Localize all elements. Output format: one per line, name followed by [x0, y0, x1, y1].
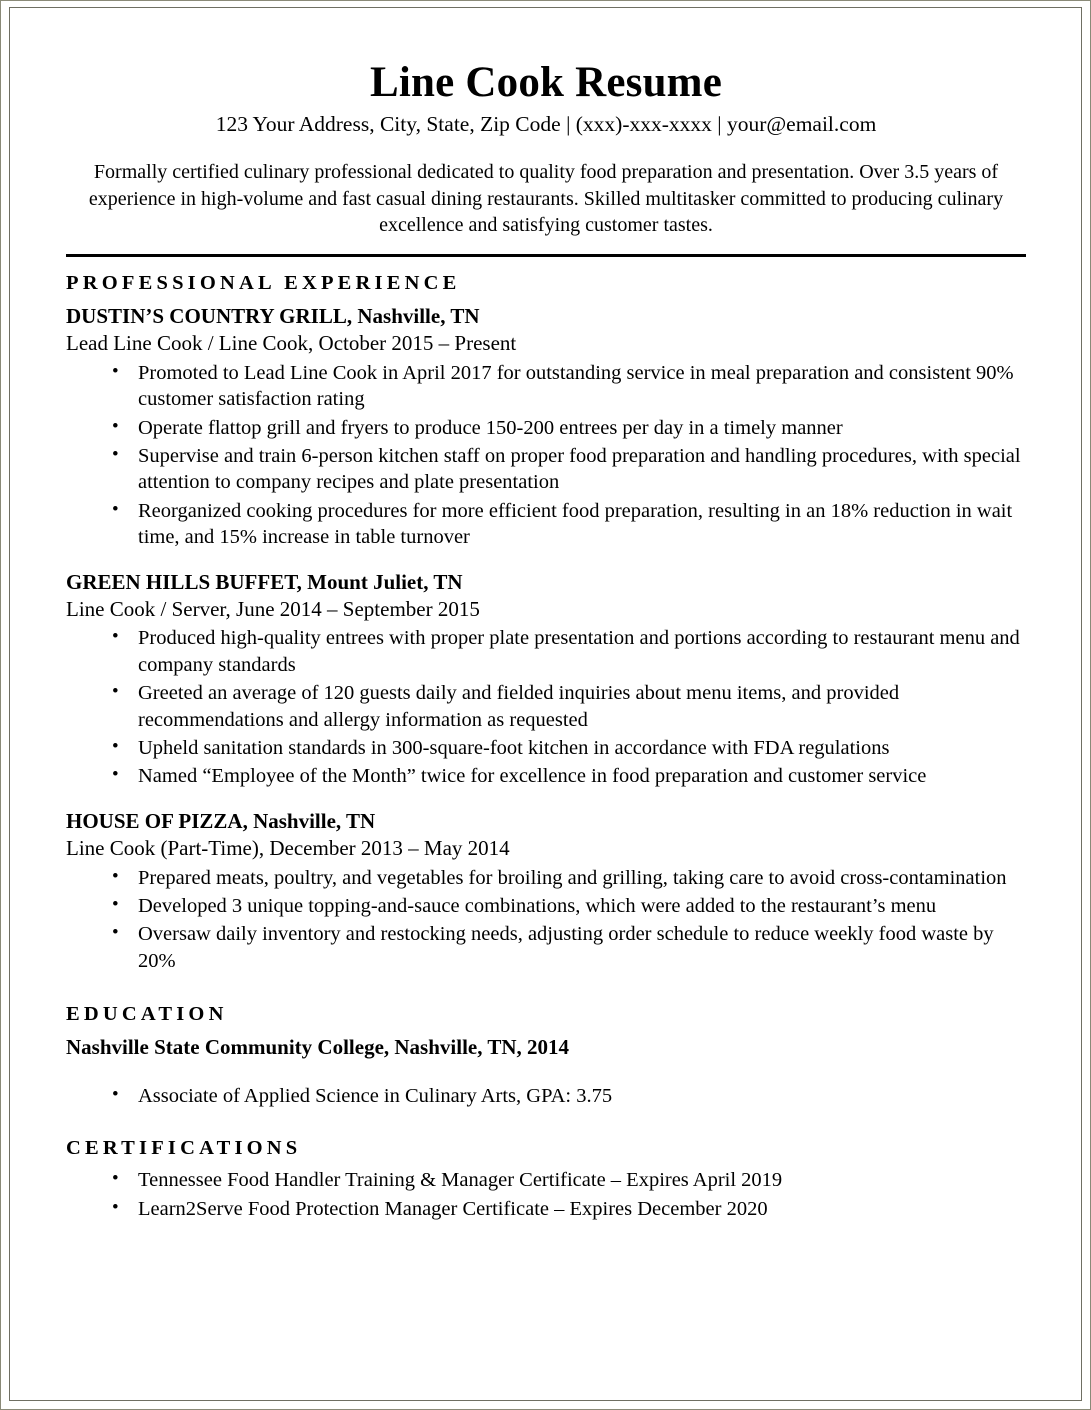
experience-entry	[66, 569, 1026, 790]
list-item: • Prepared meats, poultry, and vegetables for broiling and grilling, taking care to avoid cross-contamination	[66, 865, 1026, 891]
spacer-before-education	[66, 976, 1026, 1002]
job-title-dates: Lead Line Cook / Line Cook, October 2015 – Present	[66, 331, 517, 356]
list-item: • Associate of Applied Science in Culinary Arts, GPA: 3.75	[66, 1083, 1026, 1109]
list-item: • Oversaw daily inventory and restocking needs, adjusting order schedule to reduce weekly food waste by 20%	[66, 921, 1026, 974]
list-item: • Named “Employee of the Month” twice for excellence in food preparation and customer service	[66, 763, 1026, 789]
spacer-before-certifications	[66, 1112, 1026, 1136]
education-school: Nashville State Community College, Nashville, TN, 2014	[66, 1034, 570, 1059]
list-item: • Supervise and train 6-person kitchen staff on proper food preparation and handling procedures, with special attention to company recipes and plate presentation	[66, 443, 1026, 496]
list-item: • Upheld sanitation standards in 300-square-foot kitchen in accordance with FDA regulations	[66, 735, 1026, 761]
section-education	[66, 1002, 1026, 1109]
list-item: • Reorganized cooking procedures for more efficient food preparation, resulting in an 18% reduction in wait time, and 15% increase in table turnover	[66, 498, 1026, 551]
section-professional-experience	[66, 271, 1026, 974]
section-heading-certifications: CERTIFICATIONS	[66, 1136, 302, 1159]
list-item: • Learn2Serve Food Protection Manager Certificate – Expires December 2020	[66, 1196, 1026, 1222]
certifications-bullet-list	[66, 1167, 1026, 1222]
list-item: • Operate flattop grill and fryers to produce 150-200 entrees per day in a timely manner	[66, 415, 1026, 441]
experience-bullet-list	[66, 865, 1026, 975]
employer-name: GREEN HILLS BUFFET, Mount Juliet, TN	[66, 569, 463, 594]
experience-entry	[66, 808, 1026, 974]
resume-content	[66, 60, 1026, 1224]
job-title-dates: Line Cook (Part-Time), December 2013 – May 2014	[66, 836, 510, 861]
list-item: • Produced high-quality entrees with proper plate presentation and portions according to restaurant menu and company standards	[66, 625, 1026, 678]
page-sheet	[9, 7, 1082, 1401]
experience-bullet-list	[66, 360, 1026, 551]
section-certifications	[66, 1136, 1026, 1223]
education-bullet-list	[66, 1083, 1026, 1109]
section-heading-education: EDUCATION	[66, 1003, 228, 1026]
list-item: • Promoted to Lead Line Cook in April 2017 for outstanding service in meal preparation and consistent 90% customer satisfaction rating	[66, 360, 1026, 413]
contact-line: 123 Your Address, City, State, Zip Code | (xxx)-xxx-xxxx | your@email.com	[215, 112, 877, 137]
page-title: Line Cook Resume	[370, 59, 722, 106]
job-title-dates: Line Cook / Server, June 2014 – September 2015	[66, 596, 480, 621]
list-item: • Developed 3 unique topping-and-sauce combinations, which were added to the restaurant’s menu	[66, 893, 1026, 919]
experience-entry	[66, 303, 1026, 551]
employer-name: HOUSE OF PIZZA, Nashville, TN	[66, 808, 376, 833]
header-divider	[66, 254, 1026, 257]
list-item: • Greeted an average of 120 guests daily and fielded inquiries about menu items, and provided recommendations and allergy information as requested	[66, 680, 1026, 733]
section-heading-experience: PROFESSIONAL EXPERIENCE	[66, 272, 461, 295]
experience-bullet-list	[66, 625, 1026, 790]
professional-summary: Formally certified culinary professional dedicated to quality food preparation and presentation. Over 3.5 years of experience in high-volume and fast casual dining restaurants. Skilled multitasker committed to producing culinary excellence and satisfying customer tastes.	[88, 161, 1004, 237]
employer-name: DUSTIN’S COUNTRY GRILL, Nashville, TN	[66, 304, 480, 329]
list-item: • Tennessee Food Handler Training & Manager Certificate – Expires April 2019	[66, 1167, 1026, 1193]
